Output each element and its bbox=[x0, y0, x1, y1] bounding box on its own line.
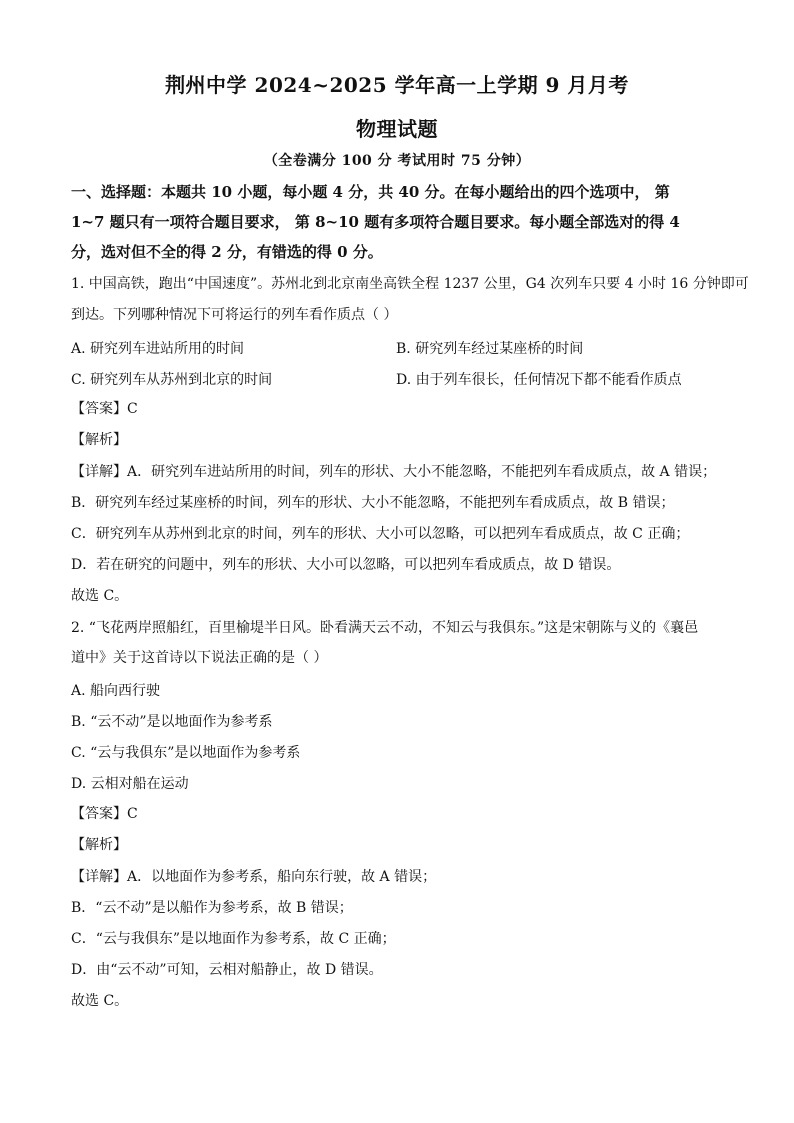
q1-option-a: A. 研究列车进站所用的时间 bbox=[71, 341, 245, 357]
section-instructions-line3: 分，选对但不全的得 2 分，有错选的得 0 分。 bbox=[71, 243, 383, 261]
q1-answer: 【答案】C bbox=[71, 401, 138, 417]
q2-stem-line1: 2. “飞花两岸照船红，百里榆堤半日风。卧看满天云不动，不知云与我俱东。”这是宋朝陈与义的《襄邑 bbox=[71, 620, 699, 636]
q1-detail-b: B．研究列车经过某座桥的时间，列车的形状、大小不能忽略，不能把列车看成质点，故 B 错误； bbox=[71, 495, 675, 511]
q1-stem-line2: 到达。下列哪种情况下可将运行的列车看作质点（ ） bbox=[71, 307, 398, 323]
q1-detail-a: 【详解】A．研究列车进站所用的时间，列车的形状、大小不能忽略，不能把列车看成质点，故 A 错误； bbox=[71, 464, 717, 480]
q2-conclusion: 故选 C。 bbox=[71, 993, 129, 1009]
q1-option-c: C. 研究列车从苏州到北京的时间 bbox=[71, 372, 273, 388]
q2-analysis-label: 【解析】 bbox=[71, 837, 127, 853]
q1-option-d: D. 由于列车很长，任何情况下都不能看作质点 bbox=[396, 372, 682, 388]
q2-detail-d: D．由“云不动”可知，云相对船静止，故 D 错误。 bbox=[71, 962, 383, 978]
q1-stem-line1: 1. 中国高铁，跑出“中国速度”。苏州北到北京南坐高铁全程 1237 公里，G4 次列车只要 4 小时 16 分钟即可 bbox=[71, 276, 749, 292]
q2-answer: 【答案】C bbox=[71, 806, 138, 822]
q2-detail-a: 【详解】A．以地面作为参考系，船向东行驶，故 A 错误； bbox=[71, 869, 437, 885]
exam-note: （全卷满分 100 分 考试用时 75 分钟） bbox=[263, 153, 531, 169]
q2-option-d: D. 云相对船在运动 bbox=[71, 776, 189, 792]
q1-detail-d: D．若在研究的问题中，列车的形状、大小可以忽略，可以把列车看成质点，故 D 错误。 bbox=[71, 557, 621, 573]
q2-option-c: C. “云与我俱东”是以地面作为参考系 bbox=[71, 745, 301, 761]
page-subtitle: 物理试题 bbox=[356, 117, 438, 141]
q2-option-a: A. 船向西行驶 bbox=[71, 683, 161, 699]
section-instructions-line2: 1~7 题只有一项符合题目要求， 第 8~10 题有多项符合题目要求。每小题全部选对的得 4 bbox=[71, 213, 680, 231]
q1-conclusion: 故选 C。 bbox=[71, 588, 129, 604]
q1-detail-c: C．研究列车从苏州到北京的时间，列车的形状、大小可以忽略，可以把列车看成质点，故 C 正确； bbox=[71, 526, 690, 542]
q2-stem-line2: 道中》关于这首诗以下说法正确的是（ ） bbox=[71, 650, 328, 666]
q1-option-b: B. 研究列车经过某座桥的时间 bbox=[396, 341, 584, 357]
q2-option-b: B. “云不动”是以地面作为参考系 bbox=[71, 714, 273, 730]
q2-detail-c: C．“云与我俱东”是以地面作为参考系，故 C 正确； bbox=[71, 931, 396, 947]
q1-analysis-label: 【解析】 bbox=[71, 432, 127, 448]
section-instructions-line1: 一、选择题：本题共 10 小题，每小题 4 分，共 40 分。在每小题给出的四个选项中， 第 bbox=[71, 183, 670, 201]
page-title: 荆州中学 2024~2025 学年高一上学期 9 月月考 bbox=[165, 73, 629, 97]
q2-detail-b: B．“云不动”是以船作为参考系，故 B 错误； bbox=[71, 900, 353, 916]
